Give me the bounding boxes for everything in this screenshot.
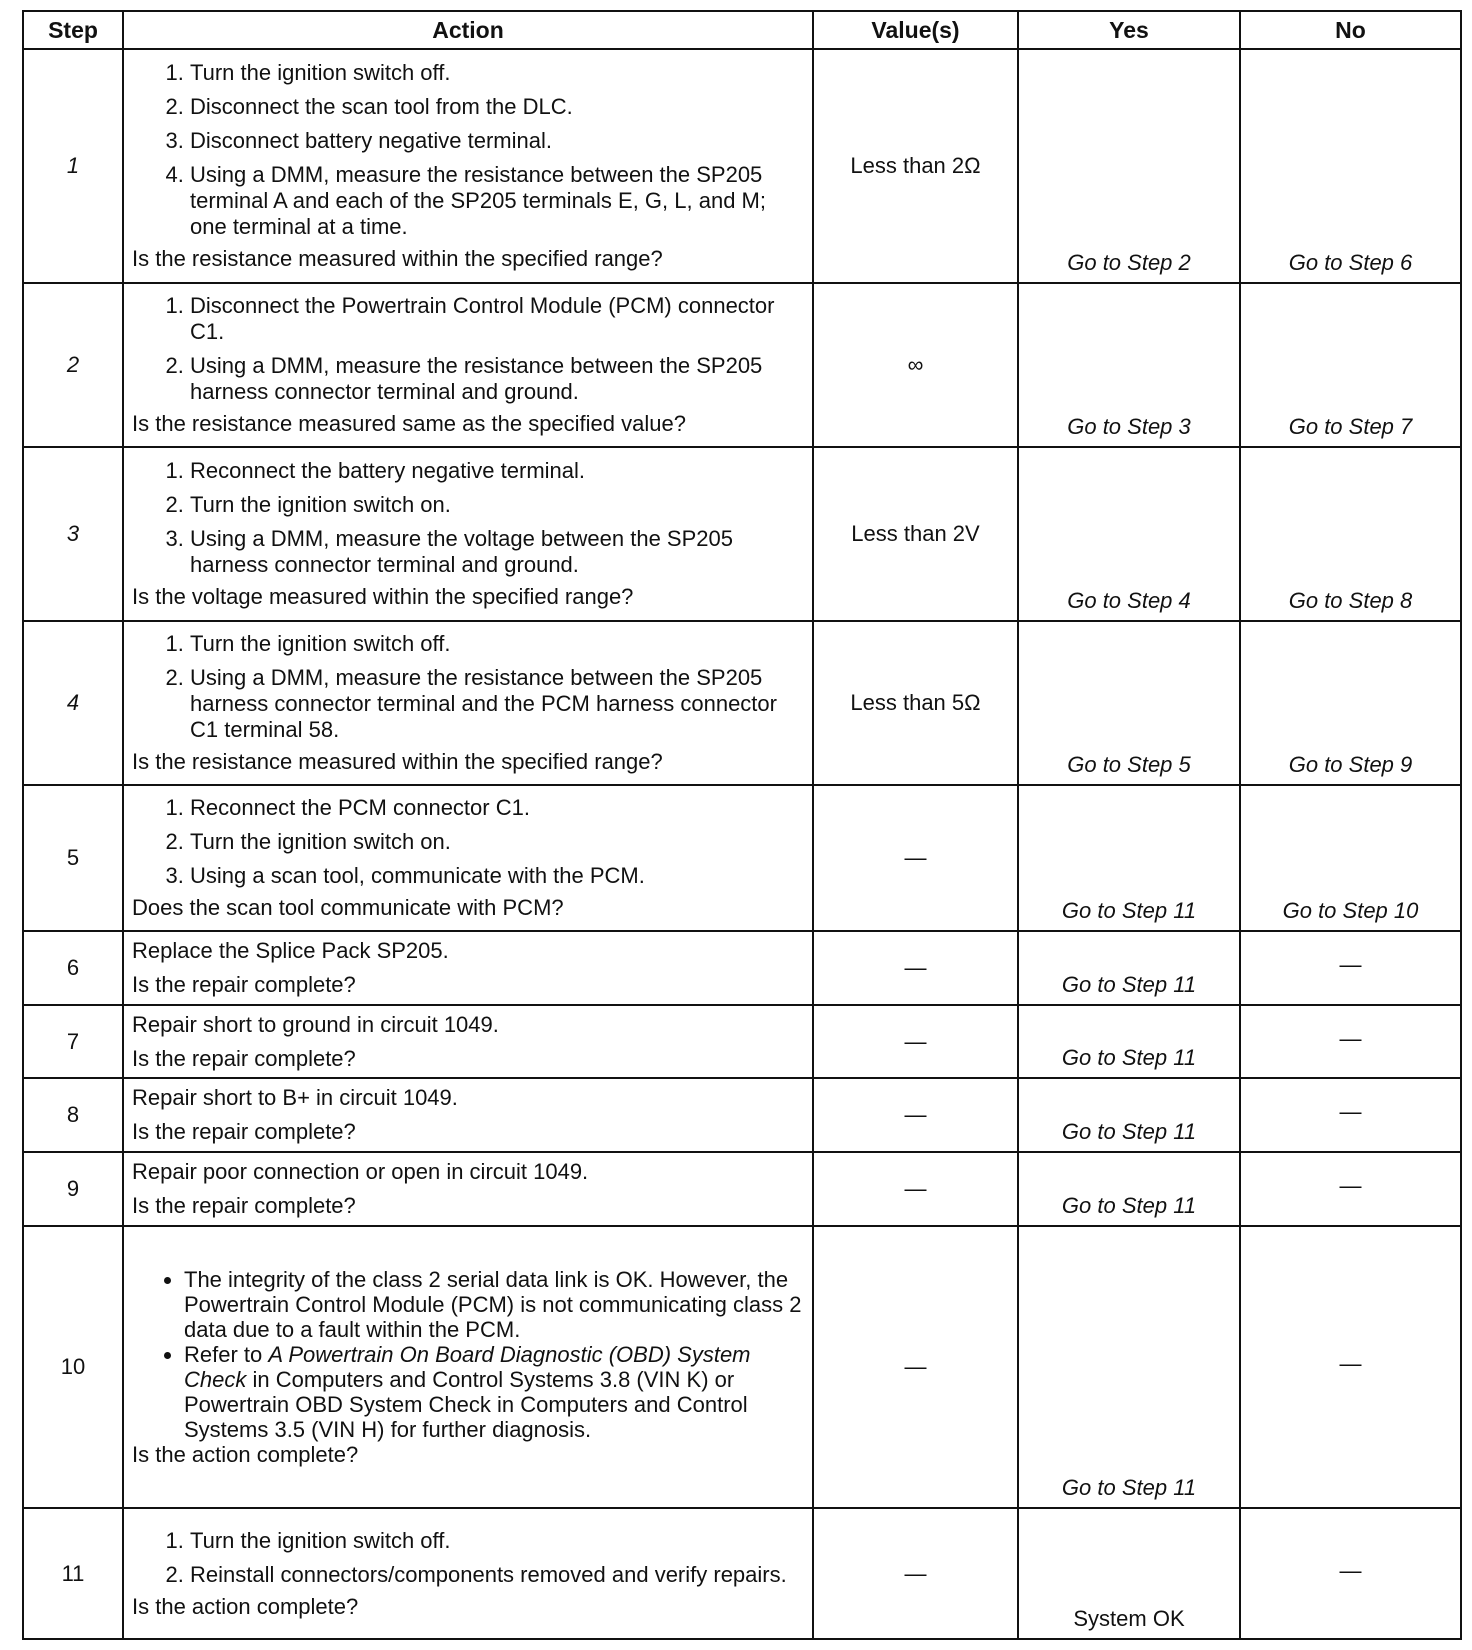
bullet-text-pre: Refer to: [184, 1341, 269, 1367]
action-cell: [123, 1152, 813, 1226]
no-cell: —: [1240, 1005, 1461, 1079]
no-cell: Go to Step 9: [1240, 621, 1461, 785]
action-question: Is the repair complete?: [132, 1119, 356, 1145]
yes-cell: Go to Step 2: [1018, 49, 1240, 283]
yes-cell: Go to Step 11: [1018, 1226, 1240, 1508]
step-number: 2: [23, 283, 123, 447]
value-cell: Less than 5Ω: [813, 621, 1018, 785]
no-cell: —: [1240, 1226, 1461, 1508]
table-row: [23, 1005, 1461, 1079]
yes-cell: Go to Step 11: [1018, 1005, 1240, 1079]
header-yes: Yes: [1018, 11, 1240, 49]
no-cell: Go to Step 8: [1240, 447, 1461, 621]
action-question: Is the action complete?: [132, 1593, 359, 1619]
action-cell: [123, 621, 813, 785]
action-step: 3. Disconnect battery negative terminal.: [190, 128, 804, 154]
action-step: 3. Using a DMM, measure the voltage between the SP205 harness connector terminal and ground.: [190, 526, 804, 578]
action-question: Is the repair complete?: [132, 971, 356, 997]
value-cell: —: [813, 1078, 1018, 1152]
action-steps: [132, 458, 804, 578]
step-number: 7: [23, 1005, 123, 1079]
value-cell: —: [813, 1226, 1018, 1508]
no-cell: —: [1240, 1078, 1461, 1152]
action-cell: [123, 447, 813, 621]
action-cell: [123, 1226, 813, 1508]
action-bullets: [132, 1267, 804, 1442]
step-number: 10: [23, 1226, 123, 1508]
action-step: 1. Turn the ignition switch off.: [190, 60, 804, 86]
action-step: 3. Using a scan tool, communicate with the PCM.: [190, 863, 804, 889]
step-number: 11: [23, 1508, 123, 1639]
yes-cell: Go to Step 4: [1018, 447, 1240, 621]
value-cell: —: [813, 1005, 1018, 1079]
table-row: [23, 1226, 1461, 1508]
yes-cell: Go to Step 11: [1018, 1078, 1240, 1152]
bullet-text-italic: A Powertrain On Board Diagnostic (OBD) System Check: [184, 1341, 751, 1392]
action-step: 2. Disconnect the scan tool from the DLC.: [190, 94, 804, 120]
step-number: 4: [23, 621, 123, 785]
action-question: Is the repair complete?: [132, 1045, 356, 1071]
action-steps: [132, 631, 804, 743]
action-steps: [132, 60, 804, 240]
header-row: [23, 11, 1461, 49]
action-step: 1. Disconnect the Powertrain Control Module (PCM) connector C1.: [190, 293, 804, 345]
table-row: [23, 931, 1461, 1005]
no-cell: —: [1240, 1152, 1461, 1226]
no-cell: —: [1240, 931, 1461, 1005]
action-question: Is the repair complete?: [132, 1193, 356, 1218]
action-step: 2. Turn the ignition switch on.: [190, 492, 804, 518]
yes-cell: System OK: [1018, 1508, 1240, 1639]
action-step: 1. Reconnect the PCM connector C1.: [190, 795, 804, 821]
bullet-text-post: in Computers and Control Systems 3.8 (VIN K) or Powertrain OBD System Check in Computers and Control Systems 3.5 (VIN H) for further diagnosis.: [184, 1366, 748, 1442]
action-steps: [132, 293, 804, 405]
action-cell: [123, 49, 813, 283]
value-cell: —: [813, 1152, 1018, 1226]
no-cell: Go to Step 7: [1240, 283, 1461, 447]
yes-cell: Go to Step 3: [1018, 283, 1240, 447]
yes-cell: Go to Step 11: [1018, 931, 1240, 1005]
action-cell: [123, 1005, 813, 1079]
value-cell: —: [813, 785, 1018, 930]
action-step: 1. Turn the ignition switch off.: [190, 1528, 804, 1554]
yes-cell: Go to Step 5: [1018, 621, 1240, 785]
table-row: [23, 447, 1461, 621]
yes-cell: Go to Step 11: [1018, 1152, 1240, 1226]
action-step: 4. Using a DMM, measure the resistance between the SP205 terminal A and each of the SP205 terminals E, G, L, and M; one terminal at a time.: [190, 162, 804, 240]
step-number: 3: [23, 447, 123, 621]
action-step: 2. Reinstall connectors/components removed and verify repairs.: [190, 1562, 804, 1588]
action-question: Is the voltage measured within the specified range?: [132, 584, 634, 610]
action-step: 2. Using a DMM, measure the resistance between the SP205 harness connector terminal and ground.: [190, 353, 804, 405]
table-row: [23, 785, 1461, 930]
action-cell: [123, 785, 813, 930]
action-question: Is the resistance measured within the specified range?: [132, 245, 663, 271]
action-cell: [123, 931, 813, 1005]
step-number: 6: [23, 931, 123, 1005]
value-cell: ∞: [813, 283, 1018, 447]
yes-cell: Go to Step 11: [1018, 785, 1240, 930]
header-no: No: [1240, 11, 1461, 49]
step-number: 1: [23, 49, 123, 283]
action-step: 2. Using a DMM, measure the resistance between the SP205 harness connector terminal and the PCM harness connector C1 terminal 58.: [190, 665, 804, 743]
no-cell: Go to Step 6: [1240, 49, 1461, 283]
action-text: Repair short to B+ in circuit 1049.: [132, 1085, 458, 1111]
action-text: Repair poor connection or open in circuit 1049.: [132, 1159, 589, 1184]
action-cell: [123, 1508, 813, 1639]
action-step: 2. Turn the ignition switch on.: [190, 829, 804, 855]
action-text: Replace the Splice Pack SP205.: [132, 937, 449, 963]
table-row: [23, 1508, 1461, 1639]
bullet-item: • The integrity of the class 2 serial data link is OK. However, the Powertrain Control Module (PCM) is not communicating class 2 data due to a fault within the PCM.: [184, 1267, 804, 1342]
table-row: [23, 283, 1461, 447]
action-cell: [123, 1078, 813, 1152]
action-cell: [123, 283, 813, 447]
table-row: [23, 1152, 1461, 1226]
table-row: [23, 621, 1461, 785]
action-question: Is the action complete?: [132, 1441, 359, 1467]
value-cell: Less than 2Ω: [813, 49, 1018, 283]
action-step: 1. Reconnect the battery negative terminal.: [190, 458, 804, 484]
no-cell: Go to Step 10: [1240, 785, 1461, 930]
step-number: 5: [23, 785, 123, 930]
action-text: Repair short to ground in circuit 1049.: [132, 1011, 499, 1037]
value-cell: —: [813, 1508, 1018, 1639]
no-cell: —: [1240, 1508, 1461, 1639]
value-cell: —: [813, 931, 1018, 1005]
diagnostic-table: [22, 10, 1462, 1640]
step-number: 9: [23, 1152, 123, 1226]
header-action: Action: [123, 11, 813, 49]
action-step: 1. Turn the ignition switch off.: [190, 631, 804, 657]
action-question: Does the scan tool communicate with PCM?: [132, 895, 564, 921]
action-question: Is the resistance measured within the specified range?: [132, 749, 663, 775]
table-row: [23, 1078, 1461, 1152]
step-number: 8: [23, 1078, 123, 1152]
action-steps: [132, 1528, 804, 1588]
action-question: Is the resistance measured same as the specified value?: [132, 411, 686, 437]
value-cell: Less than 2V: [813, 447, 1018, 621]
action-steps: [132, 795, 804, 889]
header-step: Step: [23, 11, 123, 49]
bullet-item: [184, 1342, 804, 1442]
header-values: Value(s): [813, 11, 1018, 49]
table-row: [23, 49, 1461, 283]
